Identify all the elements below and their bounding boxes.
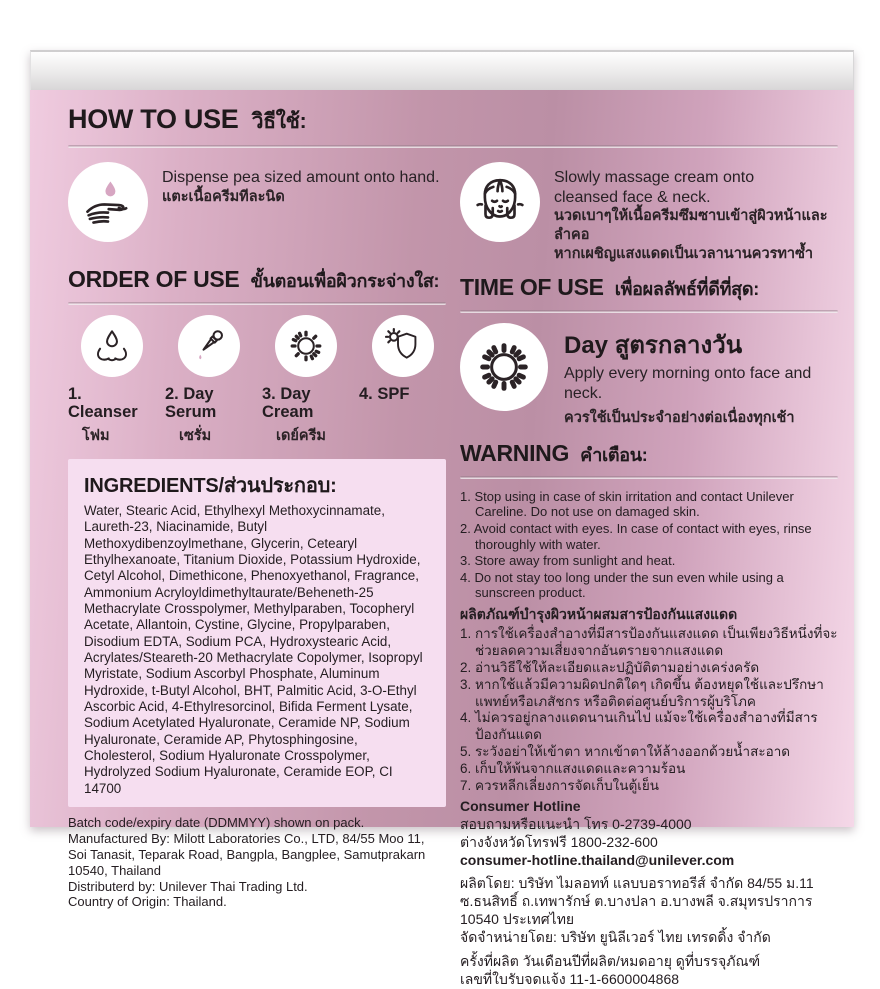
box-top-flap (30, 50, 854, 90)
how-to-use-heading-th: วิธีใช้: (251, 110, 307, 133)
order-step-spf (359, 315, 446, 447)
box-back-panel (30, 90, 854, 988)
right-column (460, 158, 838, 989)
order-of-use-heading-th: ขั้นตอนเพื่อผิวกระจ่างใส: (250, 271, 440, 291)
order-step-label: 4. SPF (359, 385, 410, 403)
order-step-label: 3. Day Cream (262, 385, 314, 422)
hand-drop-icon (68, 162, 148, 242)
left-column (68, 158, 446, 989)
made-by-th: ผลิตโดย: บริษัท ไมลอทท์ แลบบอราทอรีส์ จำกัด 84/55 ม.11 ซ.ธนสิทธิ์ ถ.เทพารักษ์ ต.บางปลา อ.บางพลี จ.สมุทรปราการ 10540 ประเทศไทย (460, 874, 814, 927)
product-box-back-panel (30, 50, 854, 988)
ingredients-box (68, 459, 446, 807)
warning-item-th: 7. ควรหลีกเลี่ยงการจัดเก็บในตู้เย็น (460, 777, 659, 793)
order-step-day-serum (165, 315, 252, 447)
ingredients-title: INGREDIENTS/ส่วนประกอบ: (84, 474, 337, 497)
order-step-cleanser (68, 315, 155, 447)
day-sun-icon (460, 323, 548, 411)
warning-item-th: 1. การใช้เครื่องสำอางที่มีสารป้องกันแสงแดด เป็นเพียงวิธีหนึ่งที่จะช่วยลดความเสี่ยงจากอันตรายจากแสงแดด (460, 626, 838, 658)
batch-note-th: ครั้งที่ผลิต วันเดือนปีที่ผลิต/หมดอายุ ดูที่บรรจุภัณฑ์ (460, 953, 761, 970)
time-of-use-heading-th: เพื่อผลลัพธ์ที่ดีที่สุด: (614, 279, 759, 299)
serum-dropper-icon (178, 315, 240, 377)
massage-text-en: Slowly massage cream onto cleansed face & neck. (554, 169, 755, 206)
warning-list-th (460, 626, 838, 795)
warning-item: 4. Do not stay too long under the sun even while using a sunscreen product. (460, 569, 784, 601)
warning-item-th: 5. ระวังอย่าให้เข้าตา หากเข้าตาให้ล้างออกด้วยน้ำสะอาด (460, 744, 791, 760)
order-step-day-cream (262, 315, 349, 447)
warning-item-th: 4. ไม่ควรอยู่กลางแดดนานเกินไป แม้จะใช้เครื่องสำอางที่มีสารป้องกันแดด (460, 710, 818, 743)
divider (460, 310, 838, 313)
day-title: Day สูตรกลางวัน (564, 332, 743, 359)
time-of-use-heading-en: TIME OF USE (460, 274, 604, 300)
warning-heading (460, 440, 838, 469)
warning-heading-th: คำเตือน: (580, 444, 648, 465)
order-step-label: 1. Cleanser (68, 385, 138, 422)
manufactured-by: Manufactured By: Milott Laboratories Co., LTD, 84/55 Moo 11, Soi Tanasit, Teparak Road, Bangpla, Bangplee, Samutprakarn 10540, Thailand (68, 830, 426, 878)
manufacturer-info-th (460, 874, 838, 947)
time-of-use-heading (460, 274, 838, 303)
distributed-by: Distributerd by: Unilever Thai Trading Ltd. (68, 878, 308, 894)
order-step-label-th: โฟม (82, 427, 110, 444)
massage-text-th-line1: นวดเบาๆให้เนื้อครีมซึมซาบเข้าสู่ผิวหน้าและลำคอ (554, 208, 828, 243)
massage-step (460, 162, 838, 266)
cleanser-hands-drop-icon (81, 315, 143, 377)
order-of-use-heading (68, 266, 446, 295)
order-of-use-steps (68, 315, 446, 447)
order-step-label-th: เดย์ครีม (276, 427, 326, 444)
massage-text-th-line2: หากเผชิญแสงแดดเป็นเวลานานควรทาซ้ำ (554, 245, 814, 262)
warning-item: 1. Stop using in case of skin irritation and contact Unilever Careline. Do not use on damaged skin. (460, 488, 794, 520)
warning-item: 3. Store away from sunlight and heat. (460, 553, 676, 569)
face-massage-icon (460, 162, 540, 242)
ingredients-list: Water, Stearic Acid, Ethylhexyl Methoxycinnamate, Laureth-23, Niacinamide, Butyl Methoxydibenzoylmethane, Glycerin, Cetearyl Ethylhexanoate, Titanium Dioxide, Potassium Hydroxide, Cetyl Alcohol, Dimethicone, Phenoxyethanol, Fragrance, Ammonium Acryloyldimethyltaurate/Beheneth-25 Methacrylate Crosspolymer, Methylparaben, Tocopheryl Acetate, Allantoin, Cystine, Glycine, Propylparaben, Disodium EDTA, Sodium PCA, Hydroxystearic Acid, Acrylates/Steareth-20 Methacrylate Copolymer, Isopropyl Myristate, Sodium Ascorbyl Phosphate, Aluminum Hydroxide, t-Butyl Alcohol, BHT, Palmitic Acid, 3-O-Ethyl Ascorbic Acid, 4-Ethylresorcinol, Bifida Ferment Lysate, Sodium Acetylated Hyaluronate, Ceramide NP, Sodium Hyaluronate, Ceramide AP, Phytosphingosine, Cholesterol, Sodium Hyaluronate Crosspolymer, Hydrolyzed Sodium Hyaluronate, Ceramide EOP, CI 14700 (84, 502, 423, 796)
warning-item: 2. Avoid contact with eyes. In case of contact with eyes, rinse thoroughly with water. (460, 521, 812, 552)
divider (68, 145, 838, 148)
hotline-email: consumer-hotline.thailand@unilever.com (460, 852, 735, 869)
warning-list-en (460, 489, 838, 601)
sun-icon (275, 315, 337, 377)
how-to-use-heading (68, 104, 838, 138)
warning-heading-en: WARNING (460, 439, 570, 466)
day-usage-block (460, 323, 838, 428)
country-of-origin: Country of Origin: Thailand. (68, 894, 227, 910)
warning-item-th: 2. อ่านวิธีใช้ให้ละเอียดและปฏิบัติตามอย่างเคร่งครัด (460, 659, 760, 675)
distributed-by-th: จัดจำหน่ายโดย: บริษัท ยูนิลีเวอร์ ไทย เทรดดิ้ง จำกัด (460, 929, 771, 946)
batch-code-note: Batch code/expiry date (DDMMYY) shown on pack. (68, 815, 365, 831)
divider (460, 476, 838, 479)
warning-item-th: 6. เก็บให้พ้นจากแสงแดดและความร้อน (460, 761, 686, 777)
sun-shield-icon (372, 315, 434, 377)
order-step-label: 2. Day Serum (165, 385, 217, 422)
warning-subtitle-th: ผลิตภัณฑ์บำรุงผิวหน้าผสมสารป้องกันแสงแดด (460, 606, 738, 623)
batch-registration-th (460, 952, 838, 988)
day-text-en: Apply every morning onto face and neck. (564, 365, 812, 402)
order-of-use-heading-en: ORDER OF USE (68, 266, 240, 292)
dispense-step (68, 162, 446, 258)
order-step-label-th: เซรั่ม (179, 427, 212, 444)
hotline-phone-bangkok: สอบถามหรือแนะนำ โทร 0-2739-4000 (460, 815, 692, 832)
dispense-text-th: แตะเนื้อครีมทีละนิด (162, 188, 285, 205)
day-text-th: ควรใช้เป็นประจำอย่างต่อเนื่องทุกเช้า (564, 410, 795, 427)
warning-item-th: 3. หากใช้แล้วมีความผิดปกติใดๆ เกิดขึ้น ต้องหยุดใช้และปรึกษาแพทย์หรือเภสัชกร หรือติดต่อศูนย์บริการผู้บริโภค (460, 676, 824, 709)
registration-number-th: เลขที่ใบรับจดแจ้ง 11-1-6600004868 (460, 971, 680, 988)
dispense-text-en: Dispense pea sized amount onto hand. (162, 169, 440, 186)
consumer-hotline-block (460, 797, 838, 870)
divider (68, 302, 446, 305)
legal-info-en (68, 815, 446, 910)
hotline-title: Consumer Hotline (460, 797, 581, 814)
how-to-use-heading-en: HOW TO USE (68, 104, 239, 134)
hotline-phone-tollfree: ต่างจังหวัดโทรฟรี 1800-232-600 (460, 834, 658, 851)
